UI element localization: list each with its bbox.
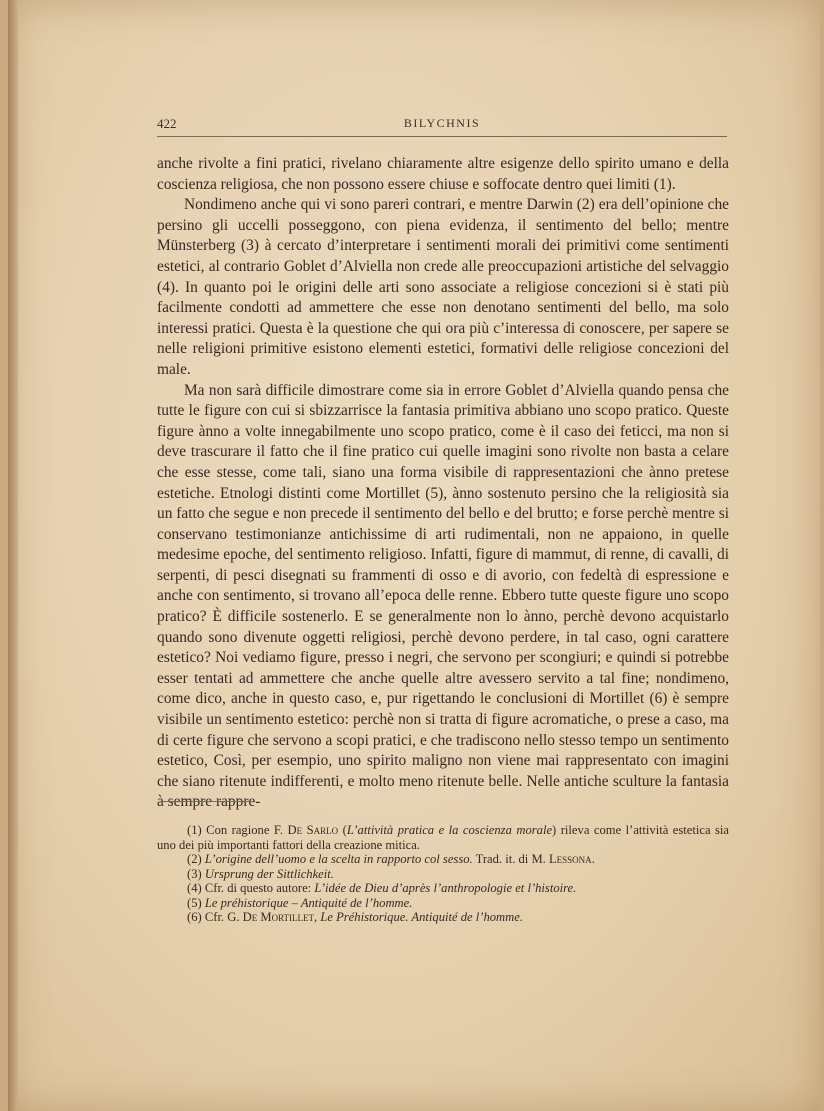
body-text: [157, 154, 729, 813]
footnote-1-post: rileva come l’attività estetica sia uno dei più importanti fattori della creazione mitica.: [157, 823, 730, 852]
footnote-6-pre: Cfr. G.: [204, 910, 240, 924]
paragraph-3: Ma non sarà difficile dimostrare come sia in errore Goblet d’Alviella quando pensa che tutte le figure con cui si sbizzarrisce la fantasia primitiva abbiano uno scopo pratico. Queste figure ànno a volte innegabilmente uno scopo pratico, come è il caso dei feticci, ma non si deve trascurare il fatto che il fine pratico cui quelle imagini sono rivolte non basta a celare che esse stesse, come tali, siano una forma visibile di rappresentazioni che ànno pretese estetiche. Etnologi distinti come Mortillet (5), ànno sostenuto persino che la religiosità sia un fatto che segue e non precede il sentimento del bello e del brutto; e forse perchè mentre si conservano testimonianze antichissime di arti rudimentali, non ne appaiono, in quelle medesime epoche, del sentimento religioso. Infatti, figure di mammut, di renne, di cavalli, di serpenti, di pesci disegnati su frammenti di osso e di avorio, con fedeltà di espressione e anche con sentimento, si trovano all’epoca delle renne. Ebbero tutte queste figure uno scopo pratico? È difficile sostenerlo. E se generalmente non lo ànno, perchè devono acquistarlo quando sono divenute oggetti religiosi, perchè devono perdere, in tal caso, ogni carattere estetico? Noi vediamo figure, presso i negri, che servono per scongiuri; e quindi si potrebbe esser tentati ad ammettere che anche quelle altre avessero servito a tal fine; nondimeno, come dico, anche in questo caso, e, pur rigettando le conclusioni di Mortillet (6) è sempre visibile un sentimento estetico: perchè non si tratta di figure acromatiche, o prese a caso, ma di certe figure che servono a scopi pratici, e che tradiscono nello stesso tempo un sentimento estetico, Così, per esempio, uno spirito maligno non viene mai rappresentato con imagini che siano ritenute indifferenti, e molto meno ritenute belle. Nelle antiche sculture la fantasia à sempre rappre-: [157, 381, 729, 811]
running-title: BILYCHNIS: [403, 116, 481, 130]
footnote-3: [157, 867, 729, 882]
paragraph-1: anche rivolte a fini pratici, rivelano chiaramente altre esigenze dello spirito umano e della coscienza religiosa, che non possono essere chiuse e soffocate dentro quei limiti (1).: [157, 155, 729, 193]
footnote-1-author: De Sarlo: [287, 823, 339, 837]
footnote-5: [157, 896, 729, 911]
footnote-4-pre: Cfr. di questo autore:: [204, 881, 312, 895]
footnote-2-number: (2): [187, 852, 202, 866]
footnote-1-work: L’attività pratica e la coscienza morale: [346, 823, 553, 837]
footnote-3-number: (3): [187, 866, 202, 881]
footnote-6-author: De Mortillet,: [242, 910, 318, 924]
footnote-1: (1) Con ragione F. De Sarlo (L’attività pratica e la coscienza morale) rileva come l’attività estetica sia uno dei più importanti fattori della creazione mitica.: [157, 823, 730, 852]
footnote-5-number: (5): [187, 895, 202, 910]
footnote-1-pre: Con ragione F.: [206, 823, 284, 837]
footnote-3-work: Ursprung der Sittlichkeit.: [204, 866, 334, 881]
footnote-2-post: Trad. it. di M.: [475, 852, 546, 866]
footnote-2-work: L’origine dell’uomo e la scelta in rapporto col sesso.: [204, 852, 473, 866]
footnote-2-author: Lessona.: [548, 852, 595, 866]
paragraph-2: Nondimeno anche qui vi sono pareri contrari, e mentre Darwin (2) era dell’opinione che persino gli uccelli posseggono, con piena evidenza, il sentimento del bello; mentre Münsterberg (3) à cercato d’interpretare i sentimenti morali dei primitivi come sentimenti estetici, al contrario Goblet d’Alviella non crede alle preoccupazioni artistiche del selvaggio (4). In quanto poi le origini delle arti sono associate a religiose concezioni si è stati più facilmente condotti ad ammettere che esse non denotano sentimenti del bello, ma solo interessi pratici. Questa è la questione che qui ora più c’interessa di conoscere, per sapere se nelle religioni primitive esistono elementi estetici, formativi delle religiose concezioni del male.: [157, 196, 729, 378]
page-header: [157, 116, 727, 134]
footnote-6: [157, 910, 729, 925]
footnote-4-work: L’idée de Dieu d’après l’anthropologie et l’histoire.: [314, 881, 577, 895]
footnote-6-work: Le Préhistorique. Antiquité de l’homme.: [320, 910, 523, 924]
header-rule: [157, 136, 727, 137]
footnote-2: [157, 852, 729, 867]
footnote-4: [157, 881, 729, 896]
footnote-6-number: (6): [187, 910, 202, 924]
footnotes: [157, 823, 729, 925]
page-number: 422: [157, 116, 177, 131]
page-spine-edge: [8, 0, 18, 1111]
footnote-1-number: (1): [187, 823, 202, 837]
footnote-rule: [160, 801, 252, 802]
footnote-5-work: Le préhistorique – Antiquité de l’homme.: [204, 895, 413, 910]
footnote-4-number: (4): [187, 881, 202, 895]
